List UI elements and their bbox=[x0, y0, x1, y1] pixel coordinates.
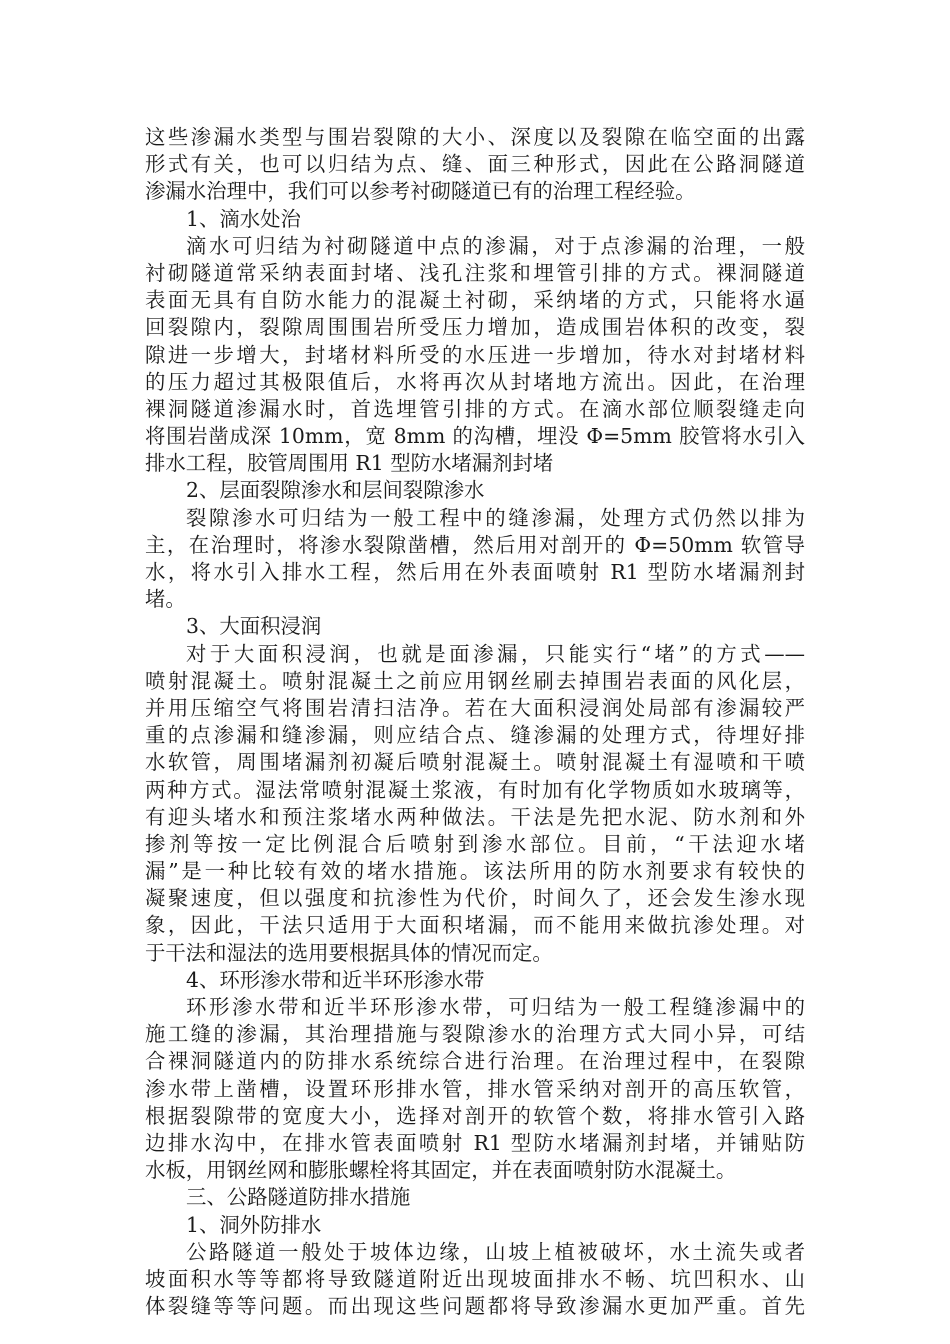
text-line: 主，在治理时，将渗水裂隙凿槽，然后用对剖开的 Φ=50mm 软管导 bbox=[145, 532, 805, 557]
body-paragraph bbox=[145, 233, 805, 478]
text-line: 环形渗水带和近半环形渗水带，可归结为一般工程缝渗漏中的 bbox=[186, 995, 805, 1019]
text-line: 这些渗漏水类型与围岩裂隙的大小、深度以及裂隙在临空面的出露 bbox=[145, 125, 805, 149]
text-line: 裸洞隧道渗漏水时，首选埋管引排的方式。在滴水部位顺裂缝走向 bbox=[145, 396, 805, 421]
text-line: 4、环形渗水带和近半环形渗水带 bbox=[186, 967, 485, 992]
text-line: 漏”是一种比较有效的堵水措施。该法所用的防水剂要求有较快的 bbox=[145, 859, 805, 884]
text-line: 渗水带上凿槽，设置环形排水管，排水管采纳对剖开的高压软管， bbox=[145, 1076, 805, 1101]
body-paragraph bbox=[145, 641, 805, 967]
body-paragraph bbox=[145, 124, 805, 206]
text-line: 合裸洞隧道内的防排水系统综合进行治理。在治理过程中，在裂隙 bbox=[145, 1049, 805, 1074]
section-heading bbox=[145, 477, 805, 504]
text-line: 衬砌隧道常采纳表面封堵、浅孔注浆和埋管引排的方式。裸洞隧道 bbox=[145, 260, 805, 285]
text-line: 三、公路隧道防排水措施 bbox=[186, 1185, 411, 1210]
text-line: 裂隙渗水可归结为一般工程中的缝渗漏，处理方式仍然以排为 bbox=[186, 505, 805, 530]
text-line: 凝聚速度，但以强度和抗渗性为代价，时间久了，还会发生渗水现 bbox=[145, 886, 805, 911]
text-line: 对于大面积浸润，也就是面渗漏，只能实行“堵”的方式—— bbox=[186, 641, 805, 666]
text-line: 回裂隙内，裂隙周围围岩所受压力增加，造成围岩体积的改变，裂 bbox=[145, 315, 805, 340]
text-line: 于干法和湿法的选用要根据具体的情况而定。 bbox=[145, 940, 553, 965]
text-line: 施工缝的渗漏，其治理措施与裂隙渗水的治理方式大同小异，可结 bbox=[145, 1022, 805, 1047]
text-line: 并用压缩空气将围岩清扫洁净。若在大面积浸润处局部有渗漏较严 bbox=[145, 695, 805, 720]
text-line: 排水工程，胶管周围用 R1 型防水堵漏剂封堵 bbox=[145, 451, 554, 476]
section-heading bbox=[145, 1184, 805, 1211]
document-page bbox=[145, 124, 805, 1320]
text-line: 隙进一步增大，封堵材料所受的水压进一步增加，待水对封堵材料 bbox=[145, 342, 805, 367]
text-line: 水软管，周围堵漏剂初凝后喷射混凝土。喷射混凝土有湿喷和干喷 bbox=[145, 750, 805, 775]
text-line: 掺剂等按一定比例混合后喷射到渗水部位。目前，“干法迎水堵 bbox=[145, 831, 805, 856]
text-line: 的压力超过其极限值后，水将再次从封堵地方流出。因此，在治理 bbox=[145, 369, 805, 394]
text-line: 堵。 bbox=[145, 587, 186, 612]
text-line: 坡面积水等等都将导致隧道附近出现坡面排水不畅、坑凹积水、山 bbox=[145, 1266, 805, 1291]
text-line: 形式有关，也可以归结为点、缝、面三种形式，因此在公路洞隧道 bbox=[145, 152, 805, 177]
text-line: 3、大面积浸润 bbox=[186, 614, 322, 639]
section-heading bbox=[145, 613, 805, 640]
section-heading bbox=[145, 206, 805, 233]
text-line: 渗漏水治理中，我们可以参考衬砌隧道已有的治理工程经验。 bbox=[145, 179, 696, 204]
text-line: 1、滴水处治 bbox=[186, 206, 301, 231]
text-line: 1、洞外防排水 bbox=[186, 1212, 322, 1237]
text-line: 边排水沟中，在排水管表面喷射 R1 型防水堵漏剂封堵，并铺贴防 bbox=[145, 1130, 805, 1155]
text-line: 象，因此，干法只适用于大面积堵漏，而不能用来做抗渗处理。对 bbox=[145, 913, 805, 938]
section-heading bbox=[145, 967, 805, 994]
text-line: 体裂缝等等问题。而出现这些问题都将导致渗漏水更加严重。首先 bbox=[145, 1294, 805, 1319]
text-line: 重的点渗漏和缝渗漏，则应结合点、缝渗漏的处理方式，待埋好排 bbox=[145, 723, 805, 748]
body-paragraph bbox=[145, 505, 805, 614]
text-line: 两种方式。湿法常喷射混凝土浆液，有时加有化学物质如水玻璃等， bbox=[145, 777, 805, 802]
text-line: 表面无具有自防水能力的混凝土衬砌，采纳堵的方式，只能将水逼 bbox=[145, 288, 805, 313]
text-line: 2、层面裂隙渗水和层间裂隙渗水 bbox=[186, 478, 485, 503]
text-line: 水，将水引入排水工程，然后用在外表面喷射 R1 型防水堵漏剂封 bbox=[145, 560, 805, 584]
text-line: 将围岩凿成深 10mm，宽 8mm 的沟槽，埋没 Φ=5mm 胶管将水引入 bbox=[145, 424, 805, 449]
body-paragraph bbox=[145, 1239, 805, 1321]
text-line: 公路隧道一般处于坡体边缘，山坡上植被破坏，水土流失或者 bbox=[186, 1239, 805, 1264]
text-line: 喷射混凝土。喷射混凝土之前应用钢丝刷去掉围岩表面的风化层， bbox=[145, 668, 805, 693]
text-line: 有迎头堵水和预注浆堵水两种做法。干法是先把水泥、防水剂和外 bbox=[145, 804, 805, 829]
section-heading bbox=[145, 1212, 805, 1239]
text-line: 滴水可归结为衬砌隧道中点的渗漏，对于点渗漏的治理，一般 bbox=[186, 233, 805, 258]
text-line: 水板，用钢丝网和膨胀螺栓将其固定，并在表面喷射防水混凝土。 bbox=[145, 1158, 737, 1183]
body-paragraph bbox=[145, 994, 805, 1184]
text-line: 根据裂隙带的宽度大小，选择对剖开的软管个数，将排水管引入路 bbox=[145, 1103, 805, 1128]
